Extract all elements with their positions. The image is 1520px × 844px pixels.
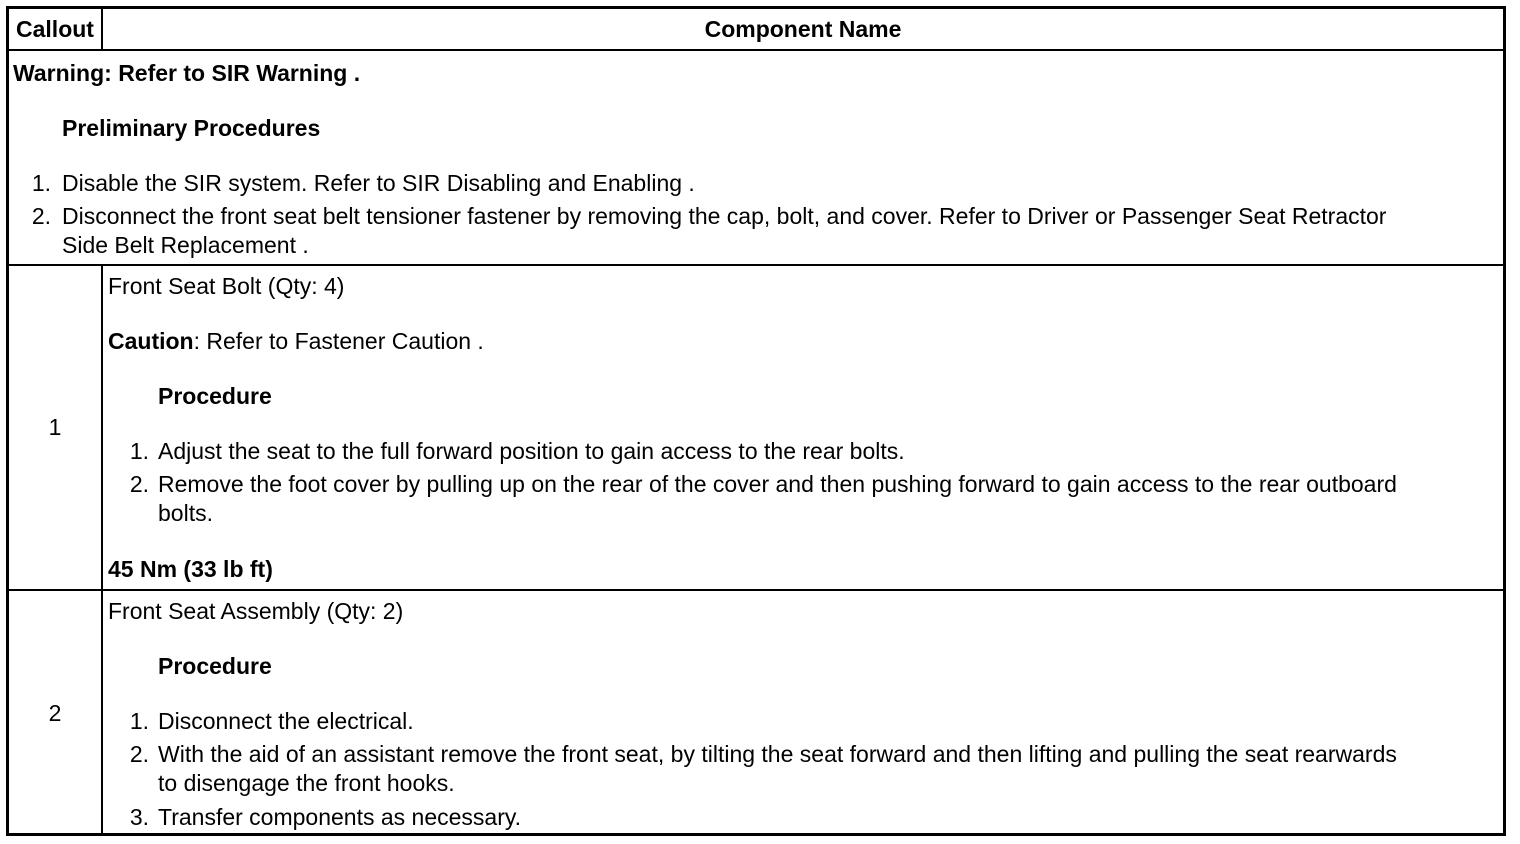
table-row <box>9 266 1503 591</box>
caution-text[interactable]: : Refer to Fastener Caution . <box>193 328 484 354</box>
step-number: 2. <box>129 471 149 497</box>
component-header-cell <box>103 9 1503 49</box>
component-name-header: Component Name <box>704 15 902 42</box>
component-cell <box>103 266 1503 589</box>
step-number: 1. <box>31 170 51 196</box>
preliminary-row <box>9 51 1503 266</box>
preliminary-heading: Preliminary Procedures <box>62 115 321 141</box>
procedure-step-1: Disconnect the electrical. <box>158 708 414 734</box>
component-name: Front Seat Bolt (Qty: 4) <box>108 273 345 299</box>
procedure-step-2: Remove the foot cover by pulling up on the rear of the cover and then pushing forward to gain access to the rear outboard bolts. <box>158 471 1397 526</box>
warning-line <box>13 59 360 87</box>
preliminary-step-2[interactable]: Disconnect the front seat belt tensioner fastener by removing the cap, bolt, and cover. Refer to Driver or Passenger Seat Retractor Side Belt Replacement . <box>62 203 1387 258</box>
step-number: 2. <box>129 741 149 767</box>
step-number: 1. <box>129 438 149 464</box>
callout-header: Callout <box>16 15 94 42</box>
callout-number: 2 <box>48 700 62 726</box>
warning-label: Warning <box>13 60 105 86</box>
torque-spec: 45 Nm (33 lb ft) <box>108 556 273 582</box>
table-row <box>9 591 1503 836</box>
callout-cell <box>9 591 103 836</box>
procedure-heading: Procedure <box>158 653 272 679</box>
procedure-step-2: With the aid of an assistant remove the front seat, by tilting the seat forward and then lifting and pulling the seat rearwards to disengage the front hooks. <box>158 741 1397 796</box>
step-number: 2. <box>31 203 51 229</box>
preliminary-step-1[interactable]: Disable the SIR system. Refer to SIR Disabling and Enabling . <box>62 170 695 196</box>
caution-label: Caution <box>108 328 194 354</box>
caution-line <box>108 327 484 355</box>
step-number: 1. <box>129 708 149 734</box>
table-header-row <box>9 9 1503 51</box>
warning-text[interactable]: : Refer to SIR Warning . <box>104 60 361 86</box>
component-name: Front Seat Assembly (Qty: 2) <box>108 598 404 624</box>
callout-cell <box>9 266 103 589</box>
procedure-step-3: Transfer components as necessary. <box>158 804 522 830</box>
procedure-heading: Procedure <box>158 383 272 409</box>
callout-header-cell <box>9 9 103 49</box>
callout-number: 1 <box>48 414 62 440</box>
component-cell <box>103 591 1503 836</box>
procedure-step-1: Adjust the seat to the full forward position to gain access to the rear bolts. <box>158 438 905 464</box>
step-number: 3. <box>129 804 149 830</box>
procedure-table <box>6 6 1506 836</box>
